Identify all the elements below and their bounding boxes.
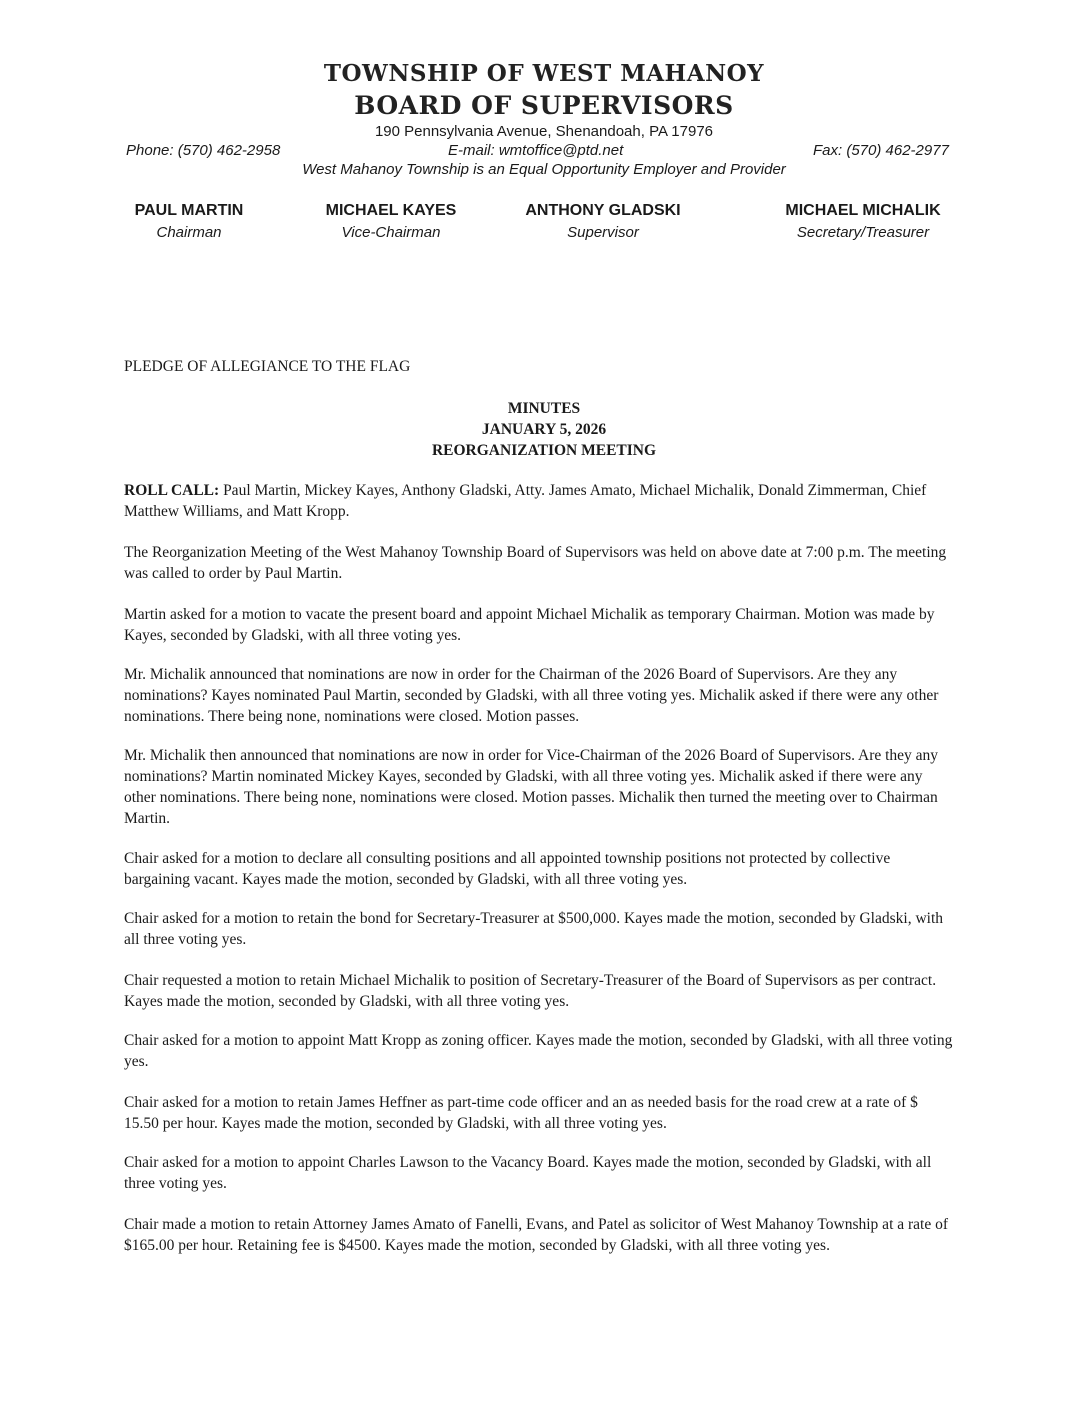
paragraph-zoning-officer: Chair asked for a motion to appoint Matt Kropp as zoning officer. Kayes made the motion, seconded by Gladski, with all three voting yes. bbox=[124, 1032, 953, 1070]
officer-role: Vice-Chairman bbox=[341, 224, 441, 241]
roll-call-text: Paul Martin, Mickey Kayes, Anthony Gladski, Atty. James Amato, Michael Michalik, Donald Zimmerman, Chief Matthew Williams, and Matt Kropp. bbox=[124, 482, 927, 520]
board-title: BOARD OF SUPERVISORS bbox=[354, 91, 734, 120]
officer-role: Supervisor bbox=[567, 224, 639, 241]
officer-role: Secretary/Treasurer bbox=[796, 224, 930, 241]
pledge-line: PLEDGE OF ALLEGIANCE TO THE FLAG bbox=[124, 358, 411, 375]
officer-vice-chairman bbox=[308, 202, 474, 241]
paragraph-vice-chairman-nomination: Mr. Michalik then announced that nominations are now in order for Vice-Chairman of the 2026 Board of Supervisors. Are they any nominations? Martin nominated Mickey Kayes, seconded by Gladski, with all three voting yes. Michalik asked if there were any other nominations. There being none, nominations were closed. Motion passes. Michalik then turned the meeting over to Chairman Martin. bbox=[124, 747, 939, 827]
meeting-type: REORGANIZATION MEETING bbox=[431, 442, 657, 459]
officer-name: ANTHONY GLADSKI bbox=[525, 202, 681, 219]
roll-call bbox=[124, 480, 954, 522]
meeting-date: JANUARY 5, 2026 bbox=[481, 421, 607, 438]
paragraph-bond: Chair asked for a motion to retain the bond for Secretary-Treasurer at $500,000. Kayes made the motion, seconded by Gladski, with all three voting yes. bbox=[124, 910, 943, 948]
paragraph-vacate-positions: Chair asked for a motion to declare all consulting positions and all appointed township positions not protected by collective bargaining vacant. Kayes made the motion, seconded by Gladski, with all three voting yes. bbox=[124, 850, 891, 888]
officer-secretary-treasurer bbox=[763, 202, 963, 241]
paragraph-temporary-chairman: Martin asked for a motion to vacate the present board and appoint Michael Michalik as temporary Chairman. Motion was made by Kayes, seconded by Gladski, with all three voting yes. bbox=[124, 606, 935, 644]
paragraph-vacancy-board: Chair asked for a motion to appoint Charles Lawson to the Vacancy Board. Kayes made the motion, seconded by Gladski, with all three voting yes. bbox=[124, 1154, 932, 1192]
paragraph-secretary-treasurer: Chair requested a motion to retain Michael Michalik to position of Secretary-Treasurer of the Board of Supervisors as per contract. Kayes made the motion, seconded by Gladski, with all three voting yes. bbox=[124, 972, 937, 1010]
equal-opportunity-statement: West Mahanoy Township is an Equal Opportunity Employer and Provider bbox=[302, 161, 786, 178]
officer-name: MICHAEL KAYES bbox=[325, 202, 457, 219]
paragraph-solicitor: Chair made a motion to retain Attorney James Amato of Fanelli, Evans, and Patel as solicitor of West Mahanoy Township at a rate of $165.00 per hour. Retaining fee is $4500. Kayes made the motion, seconded by Gladski, with all three voting yes. bbox=[124, 1216, 949, 1254]
officer-role: Chairman bbox=[156, 224, 222, 241]
officer-name: MICHAEL MICHALIK bbox=[785, 202, 941, 219]
officer-supervisor bbox=[508, 202, 698, 241]
officer-name: PAUL MARTIN bbox=[134, 202, 244, 219]
township-title: TOWNSHIP OF WEST MAHANOY bbox=[323, 60, 765, 87]
email-address: E-mail: wmtoffice@ptd.net bbox=[448, 142, 624, 159]
paragraph-code-officer: Chair asked for a motion to retain James Heffner as part-time code officer and an as needed basis for the road crew at a rate of $ 15.50 per hour. Kayes made the motion, seconded by Gladski, with all three voting yes. bbox=[124, 1094, 918, 1132]
roll-call-label: ROLL CALL: bbox=[124, 482, 220, 499]
minutes-heading: MINUTES bbox=[507, 400, 581, 417]
paragraph-call-to-order: The Reorganization Meeting of the West Mahanoy Township Board of Supervisors was held on above date at 7:00 p.m. The meeting was called to order by Paul Martin. bbox=[124, 544, 947, 582]
paragraph-chairman-nomination: Mr. Michalik announced that nominations are now in order for the Chairman of the 2026 Board of Supervisors. Are they any nominations? Kayes nominated Paul Martin, seconded by Gladski, with all three voting yes. Michalik asked if there were any other nominations. There being none, nominations were closed. Motion passes. bbox=[124, 666, 939, 725]
officer-chairman bbox=[114, 202, 264, 241]
address: 190 Pennsylvania Avenue, Shenandoah, PA 17976 bbox=[374, 123, 714, 140]
phone-number: Phone: (570) 462-2958 bbox=[126, 142, 281, 159]
fax-number: Fax: (570) 462-2977 bbox=[813, 142, 949, 159]
